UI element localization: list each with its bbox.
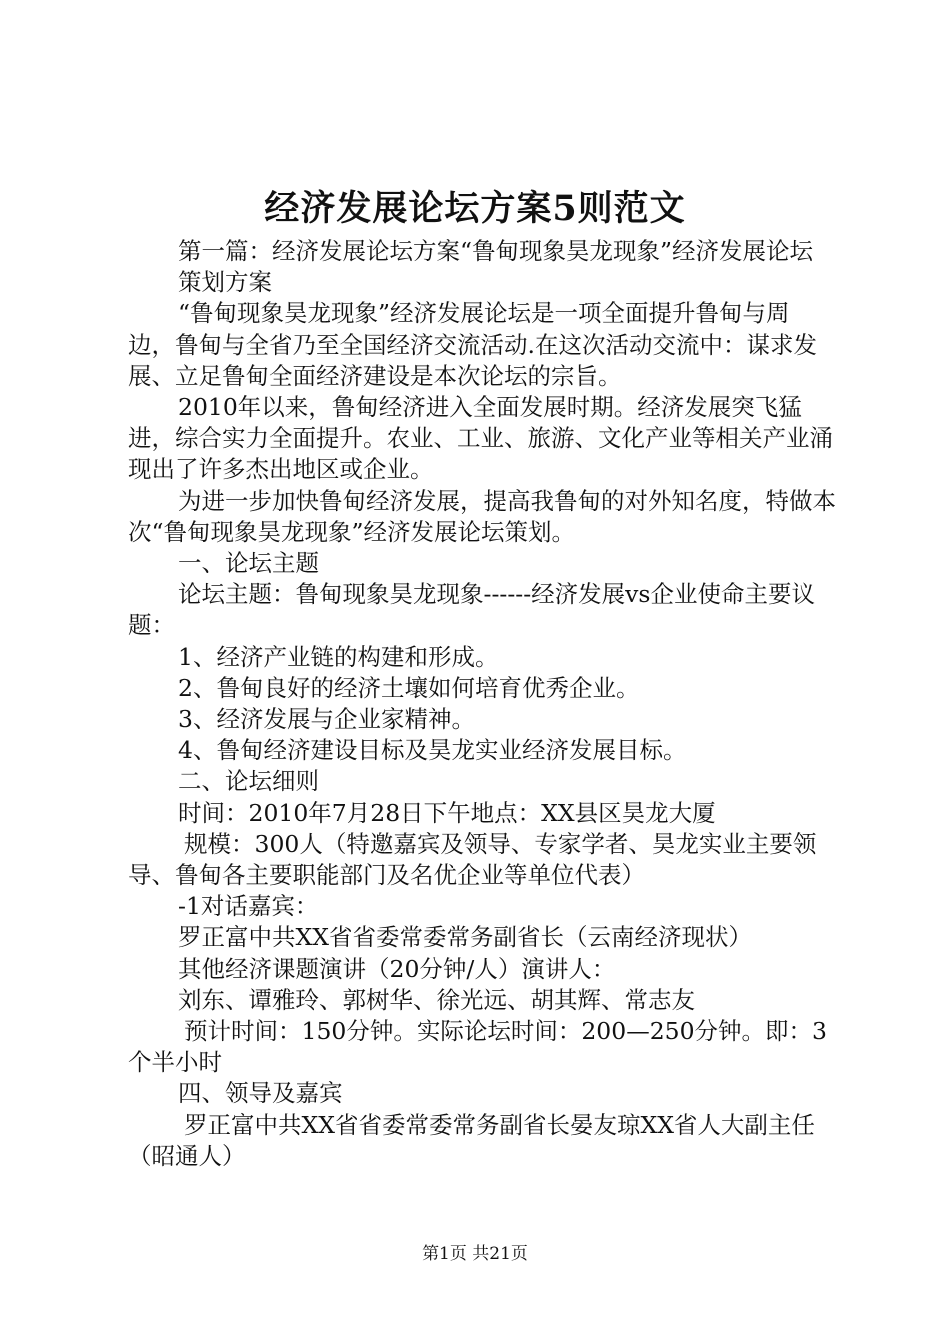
- paragraph-intro: “鲁甸现象昊龙现象”经济发展论坛是一项全面提升鲁甸与周边，鲁甸与全省乃至全国经济交流活动.在这次活动交流中：谋求发展、立足鲁甸全面经济建设是本次论坛的宗旨。: [128, 299, 817, 390]
- paragraph-leaders-guests: 罗正富中共XX省省委常委常务副省长晏友琼XX省人大副主任（昭通人）: [128, 1110, 815, 1170]
- list-item-topic-1: 1、经济产业链的构建和形成。: [178, 642, 499, 671]
- paragraph-dialogue-guests: -1对话嘉宾：: [178, 892, 319, 921]
- paragraph-scale: 规模：300人（特邀嘉宾及领导、专家学者、昊龙实业主要领导、鲁甸各主要职能部门及名优企业等单位代表）: [128, 829, 817, 890]
- section-heading-theme: 一、论坛主题: [178, 549, 319, 578]
- paragraph-plan-heading: 策划方案: [178, 268, 272, 297]
- paragraph-speakers: 刘东、谭雅玲、郭树华、徐光远、胡其辉、常志友: [178, 985, 695, 1014]
- section-heading-details: 二、论坛细则: [178, 767, 319, 796]
- paragraph-chapter-heading: 第一篇：经济发展论坛方案“鲁甸现象昊龙现象”经济发展论坛: [178, 237, 814, 265]
- paragraph-time-location: 时间：2010年7月28日下午地点：XX县区昊龙大厦: [178, 798, 716, 827]
- paragraph-other-speeches: 其他经济课题演讲（20分钟/人）演讲人：: [178, 954, 616, 983]
- paragraph-guest-luo: 罗正富中共XX省省委常委常务副省长（云南经济现状）: [178, 923, 752, 952]
- paragraph-estimated-time: 预计时间：150分钟。实际论坛时间：200—250分钟。即：3个半小时: [128, 1017, 828, 1077]
- page-footer: 第1页 共21页: [422, 1244, 528, 1264]
- paragraph-purpose: 为进一步加快鲁甸经济发展，提高我鲁甸的对外知名度，特做本次“鲁甸现象昊龙现象”经济发展论坛策划。: [128, 486, 836, 546]
- list-item-topic-4: 4、鲁甸经济建设目标及昊龙实业经济发展目标。: [178, 736, 687, 765]
- paragraph-background: 2010年以来，鲁甸经济进入全面发展时期。经济发展突飞猛进，综合实力全面提升。农业、工业、旅游、文化产业等相关产业涌现出了许多杰出地区或企业。: [128, 393, 833, 484]
- list-item-topic-2: 2、鲁甸良好的经济土壤如何培育优秀企业。: [178, 673, 640, 702]
- document-body: [128, 236, 836, 1172]
- section-heading-leaders: 四、领导及嘉宾: [178, 1079, 343, 1108]
- document-title: 经济发展论坛方案5则范文: [264, 188, 686, 229]
- list-item-topic-3: 3、经济发展与企业家精神。: [178, 705, 475, 734]
- paragraph-theme: 论坛主题：鲁甸现象昊龙现象------经济发展vs企业使命主要议题：: [128, 580, 815, 640]
